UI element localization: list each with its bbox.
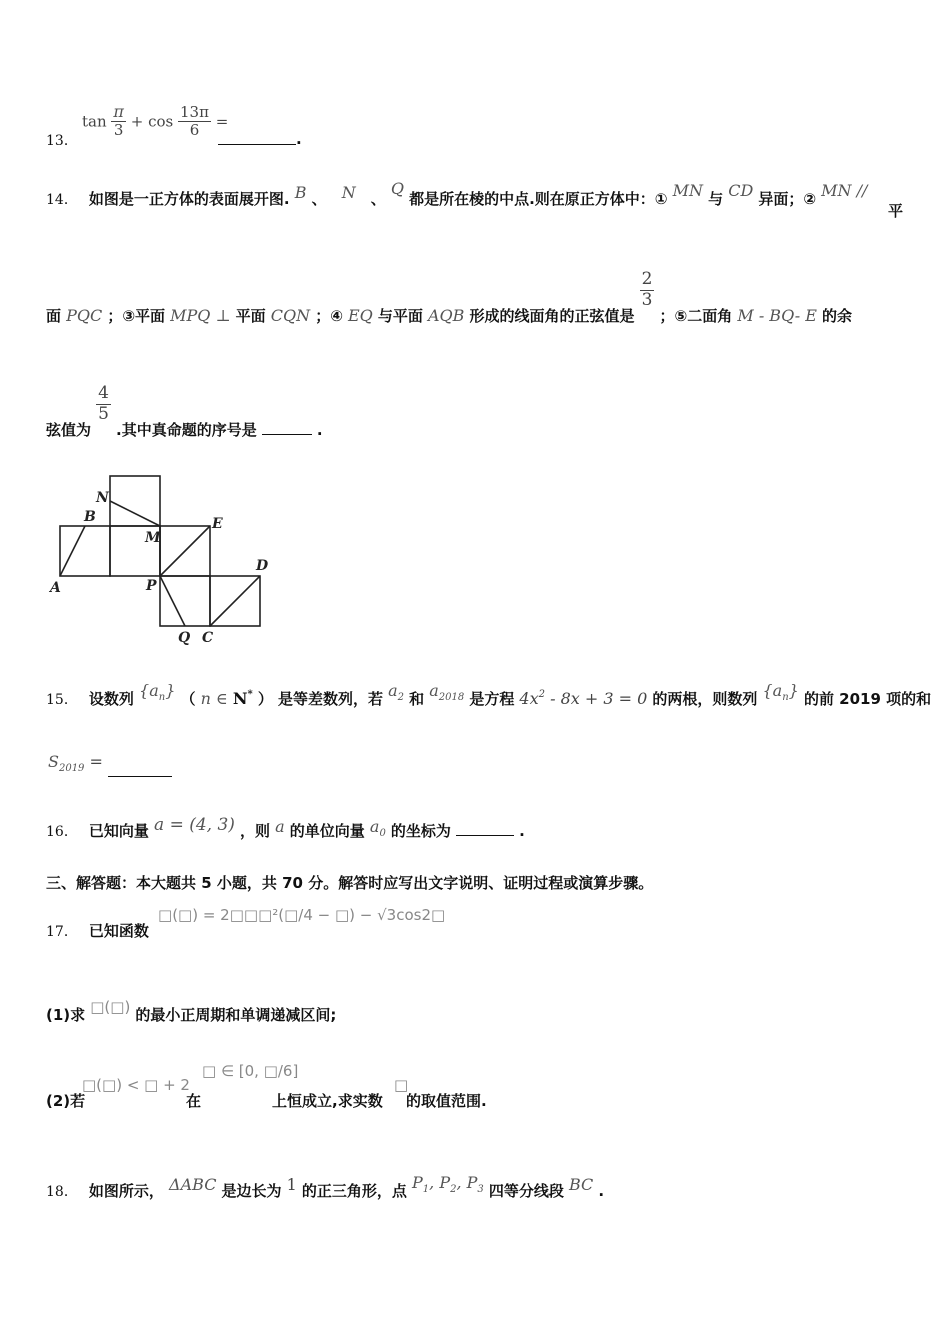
- q14-pqc: PQC: [66, 305, 103, 325]
- q13-end: .: [296, 130, 302, 148]
- q17-p1-label: (1)求: [46, 1006, 86, 1024]
- question-14-line-2: [46, 269, 853, 325]
- label-b: B: [84, 509, 96, 525]
- q13-tan: tan: [82, 112, 107, 131]
- section-3-heading: 三、解答题：本大题共 5 小题，共 70 分。解答时应写出文字说明、证明过程或演算步骤。: [46, 874, 654, 892]
- q17-formula: □(□) = 2□□□²(□/4 − □) − √3cos2□: [158, 906, 446, 924]
- q17-p2-label: (2)若: [46, 1092, 86, 1110]
- q13-pi-over-3: $\frac{\pi}{3}$: [113, 102, 124, 140]
- label-p: P: [146, 578, 157, 594]
- question-18: [46, 1173, 605, 1203]
- q17-p1-fx: □(□): [90, 998, 131, 1016]
- q15-sum: $S_{2019}$: [48, 752, 85, 774]
- q14-sep-2: 、: [370, 190, 386, 208]
- q18-text-c: 的正三角形，点: [301, 1182, 407, 1200]
- question-15-line-2: [48, 752, 172, 774]
- label-a: A: [50, 580, 61, 596]
- q14-var-b: B: [294, 183, 307, 202]
- q13-cos: cos: [148, 112, 174, 131]
- segment-cd: [210, 576, 260, 626]
- q14-sep-1: 、: [311, 190, 327, 208]
- q17-p2-in: 在: [186, 1092, 202, 1110]
- q13-expression: [82, 103, 228, 140]
- q14-text-o: .其中真命题的序号是: [116, 420, 257, 439]
- q15-text-c: 和: [409, 690, 425, 708]
- q14-text-n: 弦值为: [46, 420, 92, 439]
- question-16: [46, 815, 525, 843]
- label-n: N: [96, 490, 109, 506]
- q14-text-l: ；⑤二面角: [659, 306, 733, 325]
- net-square-bottom-1: [160, 576, 210, 626]
- q15-n-in: n ∈: [200, 689, 228, 708]
- label-q: Q: [178, 630, 191, 646]
- q15-text-a: 设数列: [88, 690, 134, 708]
- q15-sequence: $\{a_n\}$: [139, 681, 176, 703]
- segment-pe: [160, 526, 210, 576]
- q13-plus: +: [130, 112, 144, 131]
- q16-text-d: 的坐标为: [390, 822, 451, 840]
- q15-equation: $4x^2 - 8x + 3 = 0$: [519, 689, 648, 708]
- q18-end: .: [598, 1182, 605, 1200]
- q15-a2018: $a_{2018}$: [429, 681, 465, 703]
- label-m: M: [145, 530, 161, 546]
- q14-var-q: Q: [390, 179, 405, 198]
- question-17-part-1: [46, 996, 337, 1024]
- q17-p1-text: 的最小正周期和单调递减区间;: [135, 1006, 337, 1024]
- q14-text-a: 如图是一正方体的表面展开图.: [88, 190, 290, 208]
- q16-vector: a = (4, 3): [154, 815, 235, 835]
- q15-sum-equals: =: [89, 752, 103, 771]
- q13-13pi-over-6: $\frac{13\pi}{6}$: [180, 102, 209, 139]
- q14-answer-blank: [262, 434, 312, 435]
- question-14-line-1: [46, 179, 868, 209]
- q14-var-n: N: [341, 183, 356, 202]
- q14-text-e: 平: [888, 202, 904, 220]
- cube-net-figure: [44, 472, 284, 648]
- q18-bc: BC: [569, 1175, 594, 1194]
- q13-number: 13．: [46, 133, 78, 149]
- q14-aqb: AQB: [427, 305, 465, 325]
- q14-dihedral: M - BQ- E: [737, 305, 817, 325]
- q18-points: $P_1$, $P_2$, $P_3$: [412, 1173, 484, 1195]
- q14-cd: CD: [728, 181, 754, 200]
- q14-text-h: 平面: [235, 306, 266, 325]
- q15-a2: $a_2$: [388, 681, 405, 703]
- q17-p2-end: 的取值范围.: [406, 1092, 487, 1110]
- q15-text-e: 的两根，则数列: [652, 690, 758, 708]
- q16-text-a: 已知向量: [88, 822, 149, 840]
- q15-text-f: 的前 2019 项的和: [803, 690, 932, 708]
- q18-text-d: 四等分线段: [488, 1182, 564, 1200]
- q13-answer-blank: [218, 144, 296, 145]
- segment-nm: [110, 501, 160, 526]
- q14-text-c: 与: [708, 190, 724, 208]
- q14-mpq: MPQ ⊥: [170, 305, 231, 325]
- q15-natural: N*: [232, 689, 253, 708]
- q18-triangle: ΔABC: [169, 1175, 217, 1194]
- q16-a: a: [275, 817, 285, 836]
- q16-answer-blank: [456, 835, 514, 836]
- q17-p2-range: □ ∈ [0, □/6]: [202, 1062, 299, 1080]
- q14-text-d: 异面；②: [758, 190, 817, 208]
- segment-pq: [160, 576, 185, 626]
- segment-ab: [60, 526, 85, 576]
- net-square-left: [60, 526, 110, 576]
- q18-one: 1: [286, 1175, 297, 1194]
- net-square-top: [110, 476, 160, 526]
- q14-eq: EQ: [347, 305, 373, 325]
- question-15-line-1: [46, 681, 932, 711]
- q15-number: 15．: [46, 692, 78, 708]
- q17-p2-inequality: □(□) < □ + 2: [82, 1076, 190, 1094]
- q14-text-g: ；③平面: [107, 306, 166, 325]
- q14-mn-1: MN: [672, 181, 703, 200]
- q18-number: 18．: [46, 1184, 78, 1200]
- q16-a0: $a_0$: [369, 817, 386, 839]
- q14-fraction-4-5: $\frac{4}{5}$: [98, 383, 109, 424]
- q14-text-k: 形成的线面角的正弦值是: [469, 306, 635, 325]
- label-e: E: [212, 516, 223, 532]
- q18-text-a: 如图所示，: [88, 1182, 164, 1200]
- question-14-line-3: [46, 383, 323, 439]
- q14-text-m: 的余: [822, 306, 853, 325]
- q14-cqn: CQN: [270, 305, 311, 325]
- q14-end: .: [316, 420, 323, 439]
- q16-end: .: [519, 822, 525, 840]
- q17-text-a: 已知函数: [88, 922, 149, 940]
- q17-number: 17．: [46, 924, 78, 940]
- q13-equals: =: [215, 112, 229, 131]
- label-d: D: [256, 558, 269, 574]
- q16-text-c: 的单位向量: [289, 822, 365, 840]
- q15-answer-blank: [108, 776, 172, 777]
- q15-sequence-2: $\{a_n\}$: [762, 681, 799, 703]
- q14-text-b: 都是所在棱的中点.则在原正方体中：①: [409, 190, 668, 208]
- q17-p2-text: 上恒成立,求实数: [272, 1092, 383, 1110]
- q14-text-i: ；④: [315, 306, 343, 325]
- q14-number: 14．: [46, 192, 78, 208]
- q15-paren-open: （: [180, 690, 196, 708]
- q18-text-b: 是边长为: [221, 1182, 282, 1200]
- question-17: [46, 904, 446, 940]
- q16-text-b: ，则: [240, 822, 271, 840]
- question-17-part-2: [46, 1062, 526, 1112]
- q14-mn-2: MN //: [821, 181, 868, 200]
- q15-text-b: 是等差数列，若: [277, 690, 383, 708]
- q16-number: 16．: [46, 824, 78, 840]
- q15-text-d: 是方程: [469, 690, 515, 708]
- q14-fraction-2-3: $\frac{2}{3}$: [641, 269, 653, 310]
- q14-text-f: 面: [46, 306, 62, 325]
- q14-text-j: 与平面: [377, 306, 423, 325]
- q17-p2-var: □: [394, 1076, 409, 1094]
- q15-paren-close: ）: [257, 690, 273, 708]
- label-c: C: [202, 630, 214, 646]
